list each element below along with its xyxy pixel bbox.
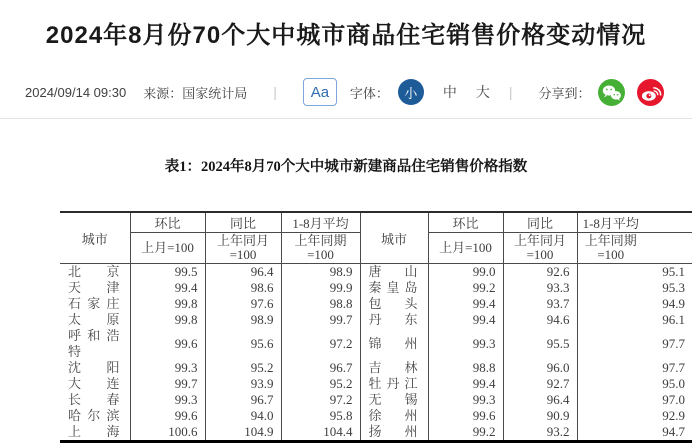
value-cell: 97.2 [281, 392, 360, 408]
value-cell: 99.3 [130, 392, 205, 408]
font-size-large-button[interactable]: 大 [475, 84, 490, 100]
city-cell: 无锡 [360, 392, 428, 408]
value-cell: 99.6 [130, 328, 205, 360]
value-cell: 104.9 [205, 424, 281, 442]
yoy-base-header: 上年同月 =100 [205, 233, 281, 264]
value-cell: 99.4 [130, 280, 205, 296]
city-cell: 唐山 [360, 264, 428, 281]
value-cell: 94.0 [205, 408, 281, 424]
font-size-toggle-button[interactable]: Aa [303, 78, 337, 106]
city-cell: 丹东 [360, 312, 428, 328]
city-cell: 吉林 [360, 360, 428, 376]
value-cell: 97.7 [662, 336, 685, 351]
value-cell: 99.6 [130, 408, 205, 424]
value-cell: 98.8 [428, 360, 503, 376]
value-cell: 97.0 [662, 392, 685, 407]
mom-column-header: 环比 [130, 212, 205, 233]
table-row [60, 408, 692, 424]
mom-column-header: 环比 [428, 212, 503, 233]
value-cell: 96.4 [205, 264, 281, 281]
value-cell: 95.2 [205, 360, 281, 376]
value-cell: 99.6 [428, 408, 503, 424]
table-row [60, 264, 692, 281]
value-cell: 93.7 [503, 296, 577, 312]
value-cell: 93.2 [503, 424, 577, 442]
value-cell: 95.5 [503, 328, 577, 360]
value-cell: 99.5 [130, 264, 205, 281]
value-cell: 95.2 [281, 376, 360, 392]
wechat-share-icon[interactable] [598, 79, 625, 106]
avg-column-header: 1-8月平均 [281, 212, 360, 233]
avg-column-header: 1-8月平均 [577, 212, 692, 233]
divider: | [273, 84, 277, 100]
city-cell: 呼和浩特 [60, 328, 130, 360]
divider: | [508, 84, 513, 100]
city-cell: 大连 [60, 376, 130, 392]
city-column-header: 城市 [60, 212, 130, 264]
table-row [60, 360, 692, 376]
source-label: 来源：国家统计局 [143, 85, 248, 101]
value-cell: 95.3 [662, 280, 685, 295]
publish-datetime: 2024/09/14 09:30 [25, 84, 127, 100]
table-body [60, 264, 692, 442]
value-cell: 95.8 [281, 408, 360, 424]
font-size-small-button[interactable]: 小 [398, 79, 424, 105]
value-cell: 96.1 [662, 312, 685, 327]
avg-base-header: 上年同期 =100 [577, 233, 692, 264]
value-cell: 92.6 [503, 264, 577, 281]
page-title: 2024年8月份70个大中城市商品住宅销售价格变动情况 [45, 22, 647, 49]
value-cell: 99.3 [428, 392, 503, 408]
city-cell: 徐州 [360, 408, 428, 424]
value-cell: 99.0 [428, 264, 503, 281]
value-cell: 99.3 [428, 328, 503, 360]
table-row [60, 392, 692, 408]
value-cell: 99.9 [281, 280, 360, 296]
value-cell: 99.8 [130, 296, 205, 312]
yoy-column-header: 同比 [205, 212, 281, 233]
value-cell: 97.7 [662, 360, 685, 375]
city-cell: 秦皇岛 [360, 280, 428, 296]
city-cell: 北京 [60, 264, 130, 281]
city-cell: 石家庄 [60, 296, 130, 312]
value-cell: 98.6 [205, 280, 281, 296]
value-cell: 93.9 [205, 376, 281, 392]
avg-base-header: 上年同期 =100 [281, 233, 360, 264]
share-label: 分享到： [538, 85, 591, 101]
value-cell: 90.9 [503, 408, 577, 424]
value-cell: 99.7 [130, 376, 205, 392]
table-row [60, 296, 692, 312]
divider-line [0, 118, 692, 119]
value-cell: 93.3 [503, 280, 577, 296]
value-cell: 104.4 [281, 424, 360, 442]
value-cell: 99.4 [428, 296, 503, 312]
city-cell: 上海 [60, 424, 130, 442]
value-cell: 94.7 [662, 424, 685, 439]
table-header-row [60, 212, 692, 233]
city-cell: 牡丹江 [360, 376, 428, 392]
meta-bar [25, 76, 692, 108]
value-cell: 98.9 [205, 312, 281, 328]
value-cell: 99.4 [428, 376, 503, 392]
value-cell: 96.7 [205, 392, 281, 408]
value-cell: 99.2 [428, 280, 503, 296]
value-cell: 92.7 [503, 376, 577, 392]
city-cell: 沈阳 [60, 360, 130, 376]
mom-base-header: 上月=100 [428, 233, 503, 264]
value-cell: 98.8 [281, 296, 360, 312]
value-cell: 97.2 [281, 328, 360, 360]
value-cell: 96.0 [503, 360, 577, 376]
value-cell: 99.2 [428, 424, 503, 442]
city-cell: 长春 [60, 392, 130, 408]
value-cell: 100.6 [130, 424, 205, 442]
table-row [60, 312, 692, 328]
yoy-base-header: 上年同月 =100 [503, 233, 577, 264]
city-column-header: 城市 [360, 212, 428, 264]
value-cell: 96.7 [281, 360, 360, 376]
yoy-column-header: 同比 [503, 212, 577, 233]
city-cell: 扬州 [360, 424, 428, 442]
city-cell: 天津 [60, 280, 130, 296]
city-cell: 包头 [360, 296, 428, 312]
value-cell: 94.9 [662, 296, 685, 311]
value-cell: 92.9 [662, 408, 685, 423]
city-cell: 哈尔滨 [60, 408, 130, 424]
value-cell: 97.6 [205, 296, 281, 312]
value-cell: 95.0 [662, 376, 685, 391]
table-caption: 表1：2024年8月70个大中城市新建商品住宅销售价格指数 [164, 159, 528, 175]
city-cell: 锦州 [360, 328, 428, 360]
table-row [60, 376, 692, 392]
price-index-table [60, 211, 692, 443]
weibo-share-icon[interactable] [637, 79, 664, 106]
font-size-medium-button[interactable]: 中 [442, 84, 457, 100]
value-cell: 99.4 [428, 312, 503, 328]
value-cell: 94.6 [503, 312, 577, 328]
value-cell: 95.1 [662, 264, 685, 279]
city-cell: 太原 [60, 312, 130, 328]
mom-base-header: 上月=100 [130, 233, 205, 264]
value-cell: 95.6 [205, 328, 281, 360]
value-cell: 99.3 [130, 360, 205, 376]
table-row [60, 280, 692, 296]
value-cell: 99.8 [130, 312, 205, 328]
font-size-label: 字体： [349, 85, 389, 101]
value-cell: 99.7 [281, 312, 360, 328]
table-row [60, 328, 692, 360]
value-cell: 96.4 [503, 392, 577, 408]
value-cell: 98.9 [281, 264, 360, 281]
